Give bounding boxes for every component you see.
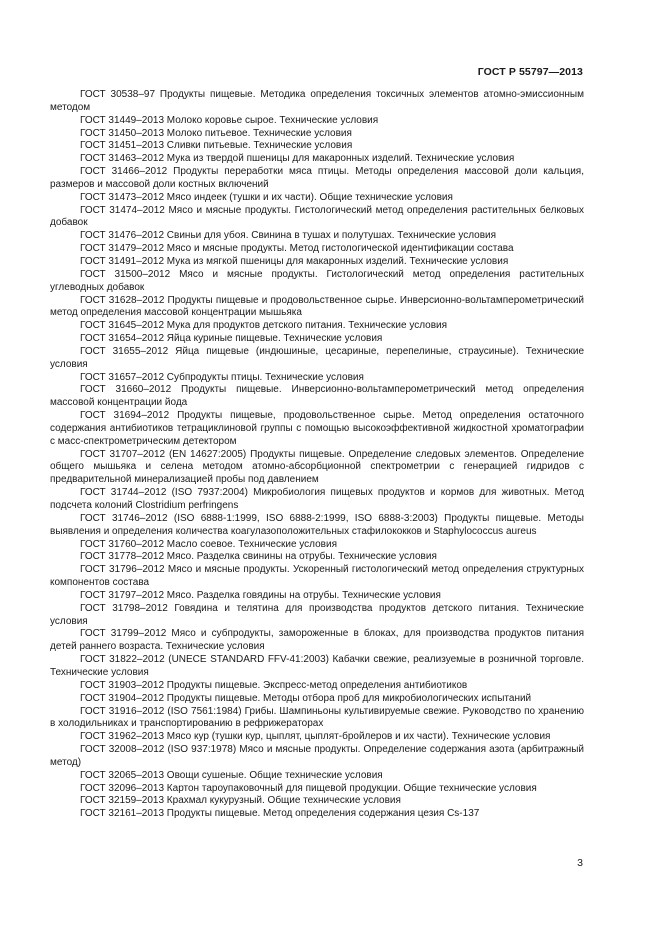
reference-entry: ГОСТ 31760–2012 Масло соевое. Технические условия	[80, 538, 337, 550]
reference-entry: ГОСТ 31746–2012 (ISO 6888-1:1999, ISO 6888-2:1999, ISO 6888-3:2003) Продукты пищевые. Методы выявления и определения количества коагулазоположительных стафилококков и Staphylococcus aureus	[50, 512, 584, 537]
reference-entry: ГОСТ 31628–2012 Продукты пищевые и продовольственное сырье. Инверсионно-вольтамперометрический метод определения массовой концентрации мышьяка	[50, 294, 584, 319]
references-list	[50, 89, 584, 821]
reference-entry: ГОСТ 31479–2012 Мясо и мясные продукты. Метод гистологической идентификации состава	[80, 243, 514, 255]
reference-entry: ГОСТ 31655–2012 Яйца пищевые (индюшиные, цесариные, перепелиные, страусиные). Технические условия	[50, 345, 584, 370]
reference-entry: ГОСТ 31451–2013 Сливки питьевые. Технические условия	[80, 140, 353, 152]
reference-entry: ГОСТ 31916–2012 (ISO 7561:1984) Грибы. Шампиньоны культивируемые свежие. Руководство по хранению в холодильниках и транспортированию в рефрижераторах	[50, 705, 584, 730]
reference-entry: ГОСТ 31657–2012 Субпродукты птицы. Технические условия	[80, 371, 364, 383]
reference-entry: ГОСТ 31903–2012 Продукты пищевые. Экспресс-метод определения антибиотиков	[80, 679, 468, 691]
reference-entry: ГОСТ 31654–2012 Яйца куриные пищевые. Технические условия	[80, 333, 383, 345]
reference-entry: ГОСТ 31744–2012 (ISO 7937:2004) Микробиология пищевых продуктов и кормов для животных. Метод подсчета колоний Clostridium perfringens	[50, 487, 584, 511]
reference-entry: ГОСТ 32065–2013 Овощи сушеные. Общие технические условия	[80, 769, 383, 781]
reference-entry: ГОСТ 31500–2012 Мясо и мясные продукты. Гистологический метод определения растительных углеводных добавок	[50, 268, 584, 293]
reference-entry: ГОСТ 31707–2012 (EN 14627:2005) Продукты пищевые. Определение следовых элементов. Определение общего мышьяка и селена методом атомно-абсорбционной спектрометрии с генерацией гидридов с предварительной минерализацией пробы под давлением	[50, 448, 584, 486]
reference-entry: ГОСТ 32161–2013 Продукты пищевые. Метод определения содержания цезия Cs-137	[80, 808, 480, 820]
reference-entry: ГОСТ 30538–97 Продукты пищевые. Методика определения токсичных элементов атомно-эмиссионным методом	[50, 89, 584, 113]
reference-entry: ГОСТ 32008–2012 (ISO 937:1978) Мясо и мясные продукты. Определение содержания азота (арбитражный метод)	[50, 744, 584, 768]
reference-entry: ГОСТ 31474–2012 Мясо и мясные продукты. Гистологический метод определения растительных белковых добавок	[50, 204, 584, 229]
reference-entry: ГОСТ 31797–2012 Мясо. Разделка говядины на отрубы. Технические условия	[80, 589, 441, 601]
reference-entry: ГОСТ 31449–2013 Молоко коровье сырое. Технические условия	[80, 114, 379, 126]
reference-entry: ГОСТ 31822–2012 (UNECE STANDARD FFV-41:2003) Кабачки свежие, реализуемые в розничной торговле. Технические условия	[50, 654, 584, 678]
reference-entry: ГОСТ 32096–2013 Картон тароупаковочный для пищевой продукции. Общие технические условия	[80, 782, 537, 794]
reference-entry: ГОСТ 31660–2012 Продукты пищевые. Инверсионно-вольтамперометрический метод определения массовой концентрации йода	[50, 384, 584, 409]
reference-entry: ГОСТ 31473–2012 Мясо индеек (тушки и их части). Общие технические условия	[80, 191, 453, 203]
reference-entry: ГОСТ 31799–2012 Мясо и субпродукты, замороженные в блоках, для производства продуктов питания детей раннего возраста. Технические условия	[50, 628, 584, 653]
document-header-code: ГОСТ Р 55797—2013	[477, 66, 583, 78]
reference-entry: ГОСТ 31904–2012 Продукты пищевые. Методы отбора проб для микробиологических испытаний	[80, 692, 532, 704]
reference-entry: ГОСТ 31645–2012 Мука для продуктов детского питания. Технические условия	[80, 320, 448, 332]
reference-entry: ГОСТ 31476–2012 Свиньи для убоя. Свинина в тушах и полутушах. Технические условия	[80, 230, 497, 242]
reference-entry: ГОСТ 31463–2012 Мука из твердой пшеницы для макаронных изделий. Технические условия	[80, 153, 515, 165]
page-number: 3	[577, 857, 583, 869]
reference-entry: ГОСТ 31778–2012 Мясо. Разделка свинины на отрубы. Технические условия	[80, 551, 437, 563]
reference-entry: ГОСТ 31798–2012 Говядина и телятина для производства продуктов детского питания. Технические условия	[50, 602, 584, 627]
reference-entry: ГОСТ 31694–2012 Продукты пищевые, продовольственное сырье. Метод определения остаточного содержания антибиотиков тетрациклиновой группы с помощью высокоэффективной жидкостной хроматографии с масс-спектрометрическим детектором	[50, 410, 584, 447]
reference-entry: ГОСТ 31450–2013 Молоко питьевое. Технические условия	[80, 127, 352, 139]
reference-entry: ГОСТ 31796–2012 Мясо и мясные продукты. Ускоренный гистологический метод определения структурных компонентов состава	[50, 564, 584, 589]
reference-entry: ГОСТ 32159–2013 Крахмал кукурузный. Общие технические условия	[80, 795, 401, 807]
reference-entry: ГОСТ 31466–2012 Продукты переработки мяса птицы. Методы определения массовой доли кальция, размеров и массовой доли костных включений	[50, 166, 584, 190]
reference-entry: ГОСТ 31491–2012 Мука из мягкой пшеницы для макаронных изделий. Технические условия	[80, 255, 509, 267]
reference-entry: ГОСТ 31962–2013 Мясо кур (тушки кур, цыплят, цыплят-бройлеров и их части). Технические условия	[80, 731, 551, 743]
